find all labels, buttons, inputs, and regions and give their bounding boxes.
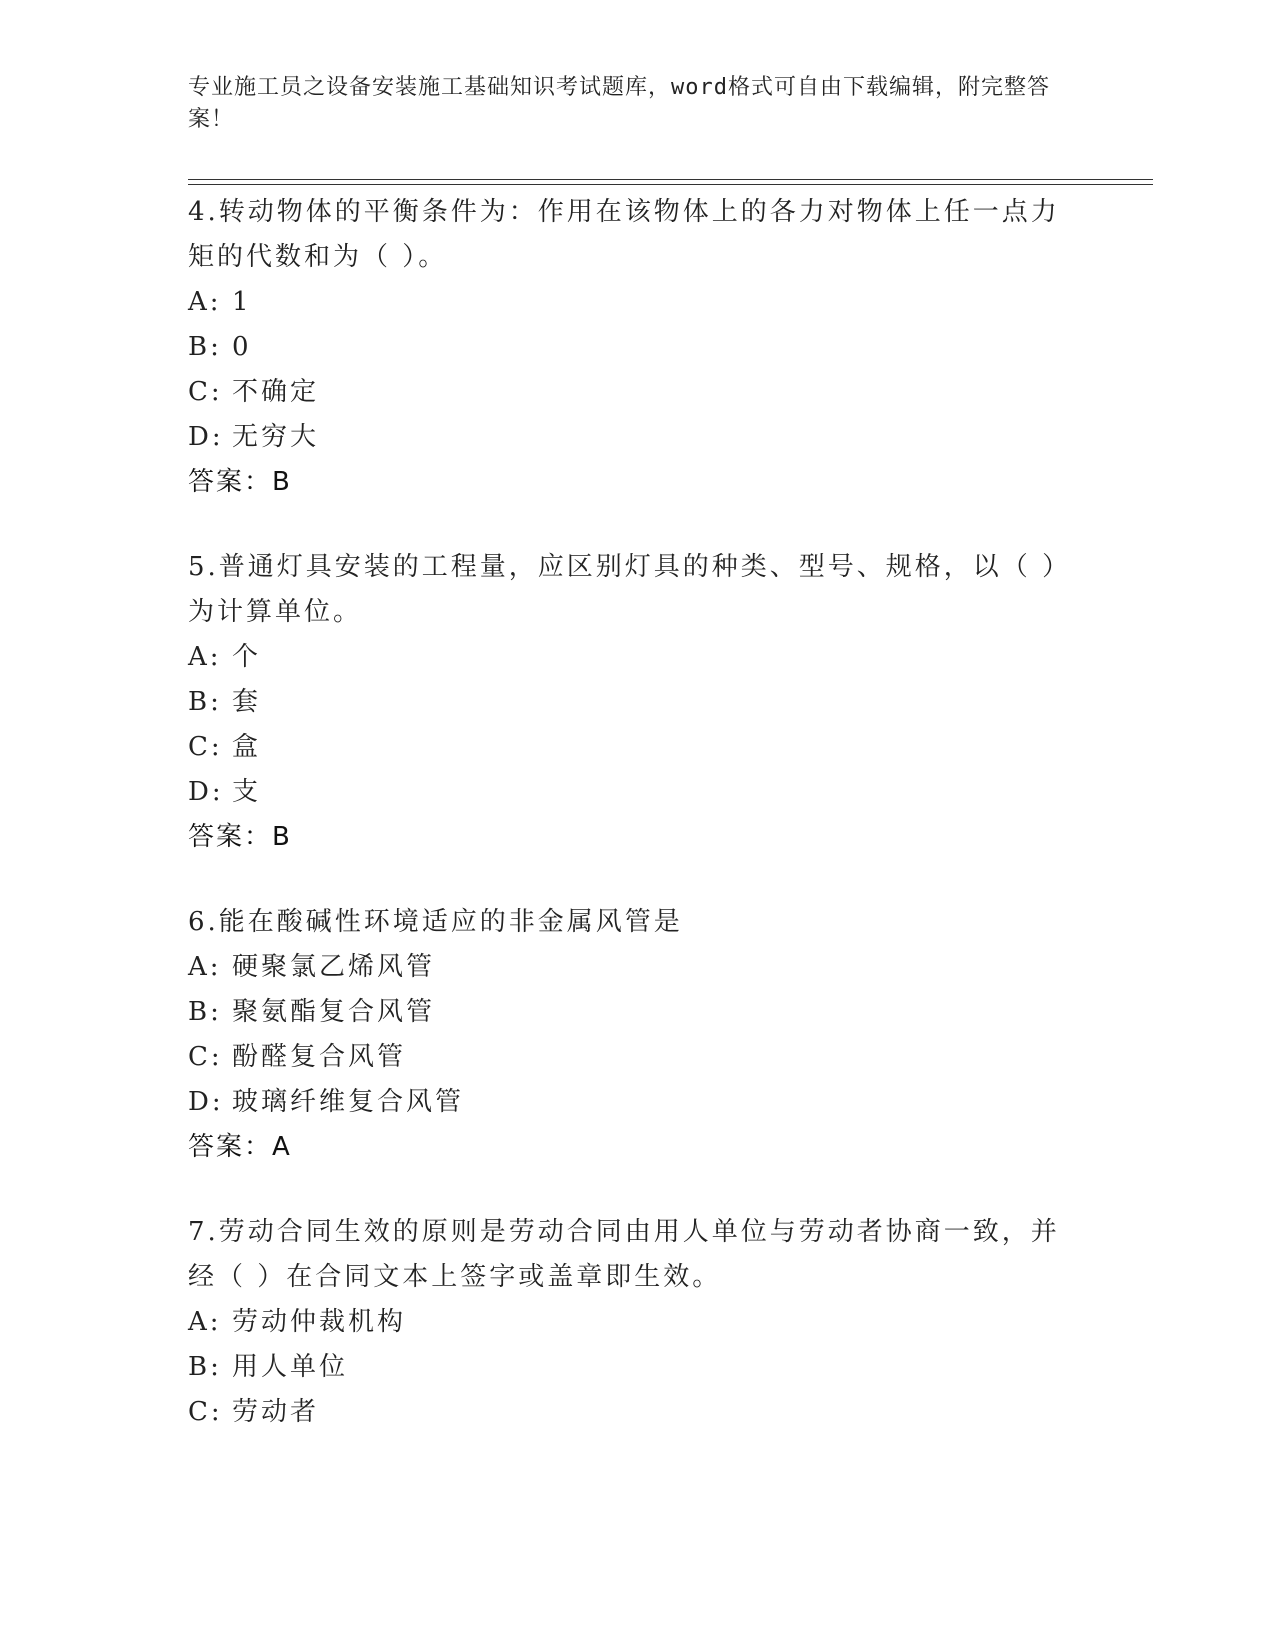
option-text: 酚醛复合风管 xyxy=(232,1042,407,1072)
option-c xyxy=(188,1390,1068,1435)
option-a xyxy=(188,280,1068,325)
option-key: D: xyxy=(188,422,224,452)
option-text: 用人单位 xyxy=(232,1352,349,1382)
option-text: 盒 xyxy=(232,732,262,762)
question-list xyxy=(188,190,1068,1475)
option-a xyxy=(188,1300,1068,1345)
option-key: B: xyxy=(188,687,222,717)
header-divider-top xyxy=(188,179,1153,180)
option-text: 劳动者 xyxy=(232,1397,320,1427)
option-text: 劳动仲裁机构 xyxy=(232,1307,407,1337)
answer-line: 答案：B xyxy=(188,822,292,852)
option-c xyxy=(188,725,1068,770)
question-6 xyxy=(188,900,1068,1170)
option-key: C: xyxy=(188,732,223,762)
header-divider-bottom xyxy=(188,184,1153,185)
option-text: 聚氨酯复合风管 xyxy=(232,997,436,1027)
option-key: A: xyxy=(188,642,222,672)
option-text: 玻璃纤维复合风管 xyxy=(232,1087,465,1117)
option-key: C: xyxy=(188,1397,223,1427)
option-text: 无穷大 xyxy=(232,422,320,452)
option-b xyxy=(188,1345,1068,1390)
option-d xyxy=(188,770,1068,815)
option-key: B: xyxy=(188,997,222,1027)
option-key: B: xyxy=(188,1352,222,1382)
question-stem: 5.普通灯具安装的工程量，应区别灯具的种类、型号、规格，以（ ）为计算单位。 xyxy=(188,552,1059,627)
option-key: C: xyxy=(188,1042,223,1072)
question-7 xyxy=(188,1210,1068,1435)
option-key: C: xyxy=(188,377,223,407)
option-d xyxy=(188,1080,1068,1125)
option-text: 支 xyxy=(232,777,262,807)
question-stem: 7.劳动合同生效的原则是劳动合同由用人单位与劳动者协商一致，并经（ ）在合同文本上签字或盖章即生效。 xyxy=(188,1217,1060,1292)
option-text: 1 xyxy=(232,287,252,317)
option-key: A: xyxy=(188,1307,222,1337)
option-text: 个 xyxy=(232,642,262,672)
option-key: A: xyxy=(188,287,222,317)
option-a xyxy=(188,635,1068,680)
option-key: D: xyxy=(188,1087,224,1117)
option-c xyxy=(188,1035,1068,1080)
option-key: A: xyxy=(188,952,222,982)
option-b xyxy=(188,990,1068,1035)
option-text: 不确定 xyxy=(232,377,320,407)
question-stem: 6.能在酸碱性环境适应的非金属风管是 xyxy=(188,907,683,937)
option-c xyxy=(188,370,1068,415)
document-header: 专业施工员之设备安装施工基础知识考试题库，word格式可自由下载编辑，附完整答案！ xyxy=(188,75,1050,132)
option-text: 套 xyxy=(232,687,262,717)
question-stem: 4.转动物体的平衡条件为：作用在该物体上的各力对物体上任一点力矩的代数和为（ ）。 xyxy=(188,197,1060,272)
option-b xyxy=(188,680,1068,725)
question-4 xyxy=(188,190,1068,505)
option-text: 0 xyxy=(232,332,252,362)
question-5 xyxy=(188,545,1068,860)
answer-line: 答案：B xyxy=(188,467,292,497)
option-key: D: xyxy=(188,777,224,807)
answer-line: 答案：A xyxy=(188,1132,292,1162)
option-key: B: xyxy=(188,332,222,362)
option-d xyxy=(188,415,1068,460)
option-text: 硬聚氯乙烯风管 xyxy=(232,952,436,982)
option-a xyxy=(188,945,1068,990)
option-b xyxy=(188,325,1068,370)
